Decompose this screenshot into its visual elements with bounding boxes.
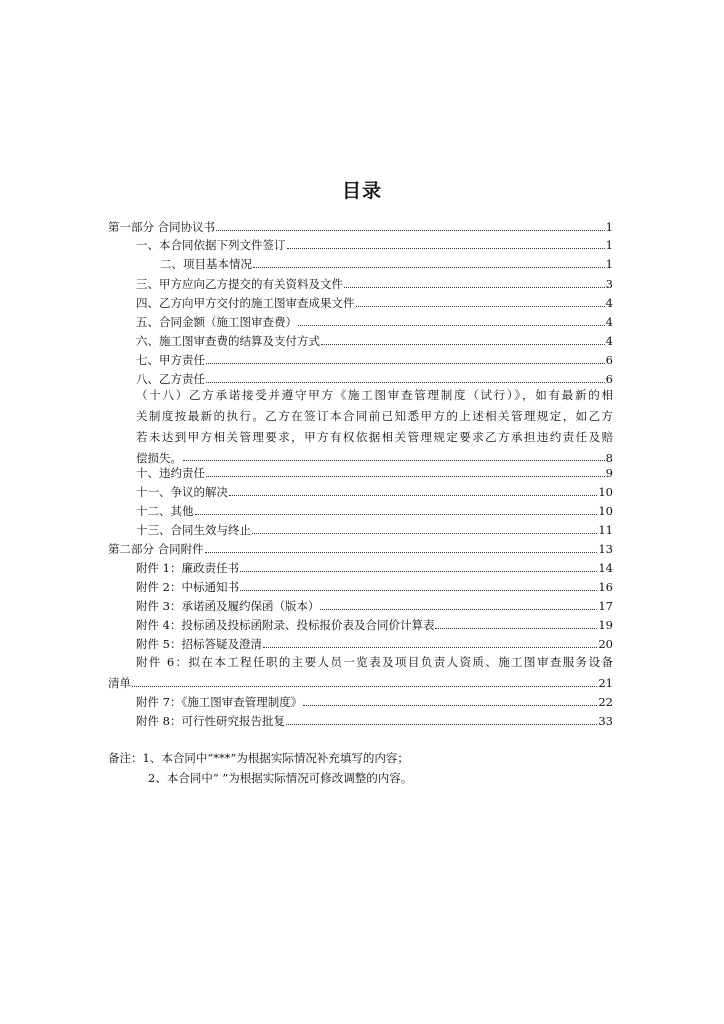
toc-entry-page: 1 — [605, 220, 613, 234]
page-title: 目录 — [341, 180, 382, 202]
dot-leader — [344, 275, 605, 288]
toc-entry[interactable] — [108, 218, 613, 236]
toc-entry-page: 14 — [598, 561, 613, 575]
toc-entry-label: 一、本合同依据下列文件签订 — [136, 238, 286, 252]
toc-entry-label: 附件 4：投标函及投标函附录、投标报价表及合同价计算表 — [136, 618, 435, 632]
toc-entry-page: 33 — [598, 714, 613, 728]
toc-entry-text-line: 关制度按最新的执行。乙方在签订本合同前已知悉甲方的上述相关管理规定，如乙方 — [136, 409, 613, 423]
toc-entry-page: 20 — [598, 637, 613, 651]
toc-entry[interactable] — [136, 275, 613, 293]
dot-leader — [206, 351, 605, 364]
toc-entry[interactable] — [136, 332, 613, 350]
toc-entry-label: 附件 5：招标答疑及澄清 — [136, 637, 262, 651]
toc-entry-label: 清单 — [108, 676, 131, 690]
remarks — [108, 748, 412, 788]
dot-leader — [206, 370, 605, 383]
dot-leader — [253, 255, 605, 268]
toc-entry-text-line: 偿损失。 — [136, 451, 182, 465]
toc-entry-label: 十一、争议的解决 — [136, 485, 228, 499]
toc-entry-page: 1 — [605, 238, 613, 252]
dot-leader — [229, 483, 597, 496]
toc-entry-label: 七、甲方责任 — [136, 353, 205, 367]
toc-entry-page: 1 — [605, 257, 613, 271]
toc-entry[interactable] — [136, 712, 613, 730]
toc-entry-continuation[interactable] — [108, 674, 613, 692]
toc-entry-page: 17 — [598, 599, 613, 613]
toc-entry-label: 附件 3：承诺函及履约保函（版本） — [136, 599, 320, 613]
toc-entry[interactable] — [160, 255, 613, 273]
toc-entry-page: 8 — [605, 451, 613, 465]
toc-entry-page: 21 — [598, 676, 613, 690]
toc-entry-page: 4 — [605, 334, 613, 348]
toc-entry-label: 第二部分 合同附件 — [108, 542, 204, 556]
toc-entry-multiline[interactable] — [136, 385, 613, 469]
dot-leader — [216, 218, 605, 231]
toc-entry-page: 19 — [598, 618, 613, 632]
toc-entry[interactable] — [136, 597, 613, 615]
toc-entry[interactable] — [136, 236, 613, 254]
toc-entry[interactable] — [136, 616, 613, 634]
dot-leader — [321, 332, 605, 345]
toc-entry-page: 16 — [598, 580, 613, 594]
toc-entry-label: 四、乙方向甲方交付的施工图审查成果文件 — [136, 296, 355, 310]
toc-entry-page: 3 — [605, 277, 613, 291]
toc-entry-text-line: 若未达到甲方相关管理要求，甲方有权依据相关管理规定要求乙方承担违约责任及赔 — [136, 430, 613, 444]
dot-leader — [205, 540, 598, 553]
toc-entry-page: 11 — [598, 523, 613, 537]
toc-entry[interactable] — [108, 540, 613, 558]
dot-leader — [303, 693, 597, 706]
toc-entry-label: 十三、合同生效与终止 — [136, 523, 251, 537]
toc-entry-label: 五、合同金额（施工图审查费） — [136, 315, 297, 329]
toc-entry-label: 第一部分 合同协议书 — [108, 220, 216, 234]
dot-leader — [287, 236, 605, 249]
toc-entry-text-line: （十八）乙方承诺接受并遵守甲方《施工图审查管理制度（试行）》，如有最新的相 — [136, 388, 613, 402]
toc-entry[interactable] — [136, 693, 613, 711]
remark-line: 备注：1、本合同中“***”为根据实际情况补充填写的内容； — [108, 751, 409, 765]
dot-leader — [183, 448, 605, 461]
toc-entry-label: 附件 2：中标通知书 — [136, 580, 239, 594]
dot-leader — [195, 502, 598, 515]
toc-entry-page: 9 — [605, 466, 613, 480]
toc-entry-label: 六、施工图审查费的结算及支付方式 — [136, 334, 320, 348]
toc-entry-page: 13 — [598, 542, 613, 556]
toc-entry[interactable] — [136, 351, 613, 369]
dot-leader — [320, 597, 597, 610]
dot-leader — [435, 616, 597, 629]
remark-line: 2、本合同中“ ”为根据实际情况可修改调整的内容。 — [148, 771, 413, 785]
toc-entry-page: 10 — [598, 504, 613, 518]
dot-leader — [240, 578, 597, 591]
toc-entry-label: 二、项目基本情况 — [160, 257, 252, 271]
toc-entry-label: 附件 1：廉政责任书 — [136, 561, 239, 575]
toc-entry-label: 十、违约责任 — [136, 466, 205, 480]
dot-leader — [132, 674, 597, 687]
dot-leader — [252, 521, 597, 534]
toc-entry[interactable] — [136, 559, 613, 577]
toc-entry[interactable] — [136, 313, 613, 331]
dot-leader — [298, 313, 605, 326]
toc-entry-label: 八、乙方责任 — [136, 372, 205, 386]
dot-leader — [206, 464, 605, 477]
toc-entry[interactable] — [136, 578, 613, 596]
dot-leader — [286, 712, 597, 725]
toc-entry-label: 附件 7：《施工图审查管理制度》 — [136, 695, 303, 709]
toc-entry-text-line: 附件 6：拟在本工程任职的主要人员一览表及项目负责人资质、施工图审查服务设备 — [136, 655, 613, 669]
toc-entry-page: 4 — [605, 315, 613, 329]
toc-entry-page: 4 — [605, 296, 613, 310]
dot-leader — [356, 294, 605, 307]
toc-entry-page: 6 — [605, 353, 613, 367]
toc-entry[interactable] — [136, 483, 613, 501]
dot-leader — [263, 635, 597, 648]
toc-entry[interactable] — [136, 294, 613, 312]
toc-entry[interactable] — [136, 464, 613, 482]
toc-entry-page: 6 — [605, 372, 613, 386]
toc-entry-label: 附件 8：可行性研究报告批复 — [136, 714, 285, 728]
toc-entry-page: 10 — [598, 485, 613, 499]
toc-entry[interactable] — [136, 521, 613, 539]
toc-entry-label: 三、甲方应向乙方提交的有关资料及文件 — [136, 277, 343, 291]
dot-leader — [240, 559, 597, 572]
toc-entry[interactable] — [136, 635, 613, 653]
toc-entry-multiline[interactable] — [136, 652, 613, 673]
toc-entry[interactable] — [136, 502, 613, 520]
toc-entry-label: 十二、其他 — [136, 504, 194, 518]
toc-entry-page: 22 — [598, 695, 613, 709]
